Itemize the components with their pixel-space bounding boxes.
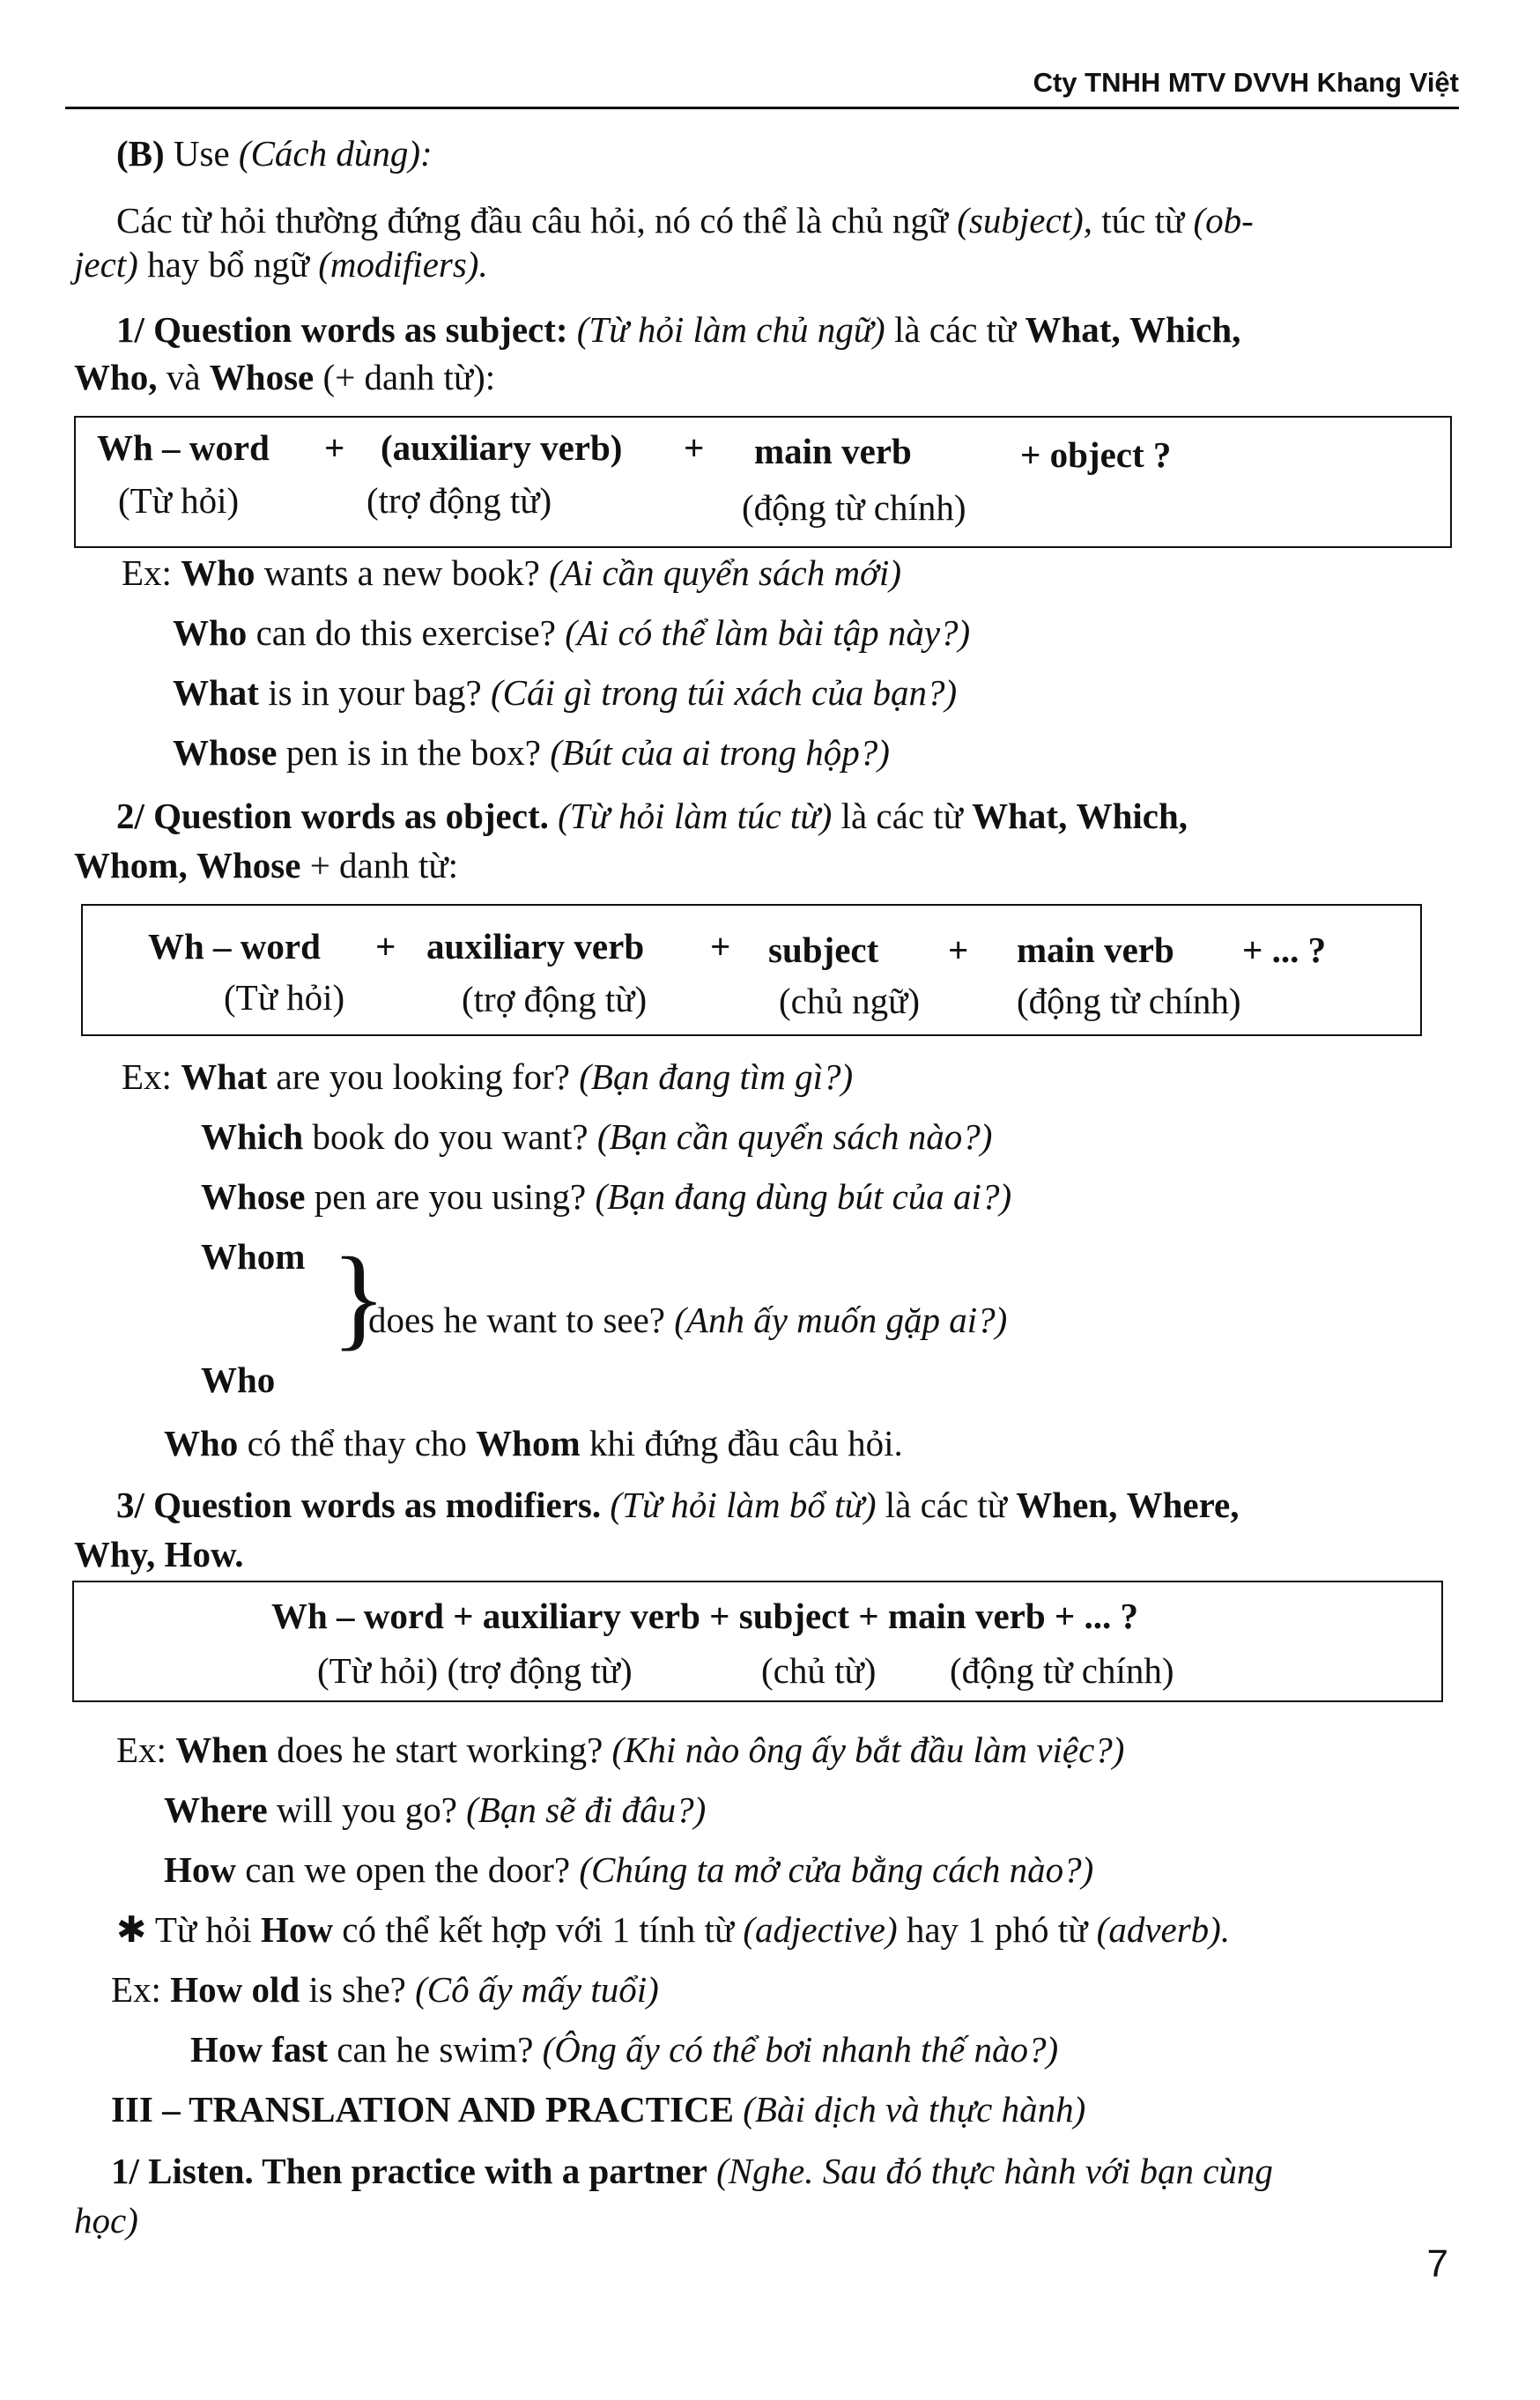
word-when: When, bbox=[1016, 1485, 1118, 1525]
section-b-paragraph-line2 bbox=[74, 243, 488, 285]
part1-heading: 1/ Question words as subject: bbox=[116, 309, 568, 350]
text: có thể kết hợp với 1 tính từ bbox=[342, 1909, 735, 1950]
example-translation: (Bạn đang dùng bút của ai?) bbox=[595, 1176, 1012, 1217]
example-text: is in your bag? bbox=[268, 672, 482, 713]
part2-note bbox=[164, 1422, 903, 1464]
text: + danh từ: bbox=[309, 845, 459, 885]
word-how: How bbox=[261, 1909, 334, 1950]
text: hay bổ ngữ bbox=[147, 244, 310, 285]
example-text: wants a new book? bbox=[263, 552, 540, 593]
curly-brace-icon: } bbox=[331, 1234, 387, 1361]
page-number: 7 bbox=[1426, 2242, 1448, 2285]
word-whom: Whom, bbox=[74, 845, 188, 885]
part3-note bbox=[116, 1908, 1230, 1951]
formula-main-verb: main verb bbox=[754, 431, 912, 471]
example-translation: (Cô ấy mấy tuổi) bbox=[415, 1969, 659, 2010]
section-b-paragraph-line1 bbox=[116, 199, 1254, 241]
example-translation: (Ông ấy có thể bơi nhanh thế nào?) bbox=[542, 2029, 1059, 2070]
part3-example2-1 bbox=[111, 1968, 659, 2011]
publisher-header: Cty TNHH MTV DVVH Khang Việt bbox=[1033, 67, 1459, 98]
part3-example-1 bbox=[116, 1729, 1124, 1771]
part3-heading-line1 bbox=[116, 1484, 1240, 1526]
formula-plus: + bbox=[948, 930, 969, 970]
section-iii-item1-line2: học) bbox=[74, 2200, 138, 2241]
gloss-dong-tu-chinh: (động từ chính) bbox=[1017, 981, 1241, 1021]
text: có thể thay cho bbox=[247, 1423, 467, 1463]
formula-row: Wh – word + auxiliary verb + subject + main verb + ... ? bbox=[271, 1596, 1139, 1636]
term-subject: (subject), bbox=[957, 200, 1092, 241]
example-translation: (Chúng ta mở cửa bằng cách nào?) bbox=[579, 1849, 1094, 1890]
example-text: can he swim? bbox=[337, 2029, 534, 2070]
formula-ellipsis: + ... ? bbox=[1242, 930, 1327, 970]
formula-box-object bbox=[81, 904, 1422, 1036]
section-b-label: (B) bbox=[116, 133, 165, 174]
item1-translation: (Nghe. Sau đó thực hành với bạn cùng bbox=[716, 2151, 1273, 2191]
part1-example-3 bbox=[173, 671, 957, 714]
section-iii-title: III – TRANSLATION AND PRACTICE bbox=[111, 2089, 735, 2130]
part1-heading-line2 bbox=[74, 356, 495, 398]
text: khi đứng đầu câu hỏi. bbox=[589, 1423, 903, 1463]
part3-example-2 bbox=[164, 1789, 706, 1831]
gloss-tu-hoi: (Từ hỏi) bbox=[224, 977, 345, 1018]
word-whose: Whose bbox=[209, 357, 315, 397]
part2-heading-line1 bbox=[116, 795, 1188, 837]
example-translation: (Khi nào ông ấy bắt đầu làm việc?) bbox=[611, 1730, 1125, 1770]
example-text: does he want to see? bbox=[368, 1300, 665, 1340]
part3-heading-line2 bbox=[74, 1533, 244, 1575]
example-question-word: How old bbox=[170, 1969, 300, 2010]
example-translation: (Bút của ai trong hộp?) bbox=[550, 732, 890, 773]
example-question-word: When bbox=[175, 1730, 268, 1770]
brace-word-whom: Whom bbox=[201, 1236, 306, 1277]
term-object-start: (ob- bbox=[1193, 200, 1254, 241]
example-text: is she? bbox=[308, 1969, 406, 2010]
example-translation: (Anh ấy muốn gặp ai?) bbox=[674, 1300, 1008, 1340]
gloss-tu-hoi: (Từ hỏi) bbox=[118, 480, 240, 521]
part2-heading-line2 bbox=[74, 844, 458, 886]
word-which: Which, bbox=[1076, 796, 1188, 836]
term-adverb: (adverb). bbox=[1096, 1909, 1231, 1950]
formula-box-subject bbox=[74, 416, 1452, 548]
item1-text: 1/ Listen. Then practice with a partner bbox=[111, 2151, 707, 2191]
part1-example-1 bbox=[122, 552, 901, 594]
word-whom: Whom bbox=[476, 1423, 581, 1463]
text: (+ danh từ): bbox=[322, 357, 496, 397]
example-question-word: Whose bbox=[173, 732, 278, 773]
word-whose: Whose bbox=[196, 845, 301, 885]
ex-label: Ex: bbox=[111, 1969, 161, 2010]
example-question-word: Who bbox=[181, 552, 255, 593]
example-question-word: Who bbox=[173, 612, 248, 653]
section-iii-title-vi: (Bài dịch và thực hành) bbox=[743, 2089, 1086, 2130]
example-question-word: What bbox=[173, 672, 259, 713]
section-iii-heading bbox=[111, 2088, 1085, 2130]
formula-plus: + bbox=[375, 926, 396, 967]
gloss-chu-ngu: (chủ ngữ) bbox=[779, 981, 920, 1021]
example-text: book do you want? bbox=[312, 1116, 589, 1157]
part2-heading: 2/ Question words as object. bbox=[116, 796, 549, 836]
part3-example2-2 bbox=[190, 2028, 1058, 2070]
example-translation: (Cái gì trong túi xách của bạn?) bbox=[491, 672, 958, 713]
text: là các từ bbox=[840, 796, 963, 836]
section-b-use-vi: (Cách dùng): bbox=[238, 133, 433, 174]
word-who: Who, bbox=[74, 357, 158, 397]
part3-heading-vi: (Từ hỏi làm bổ từ) bbox=[610, 1485, 877, 1525]
example-translation: (Bạn đang tìm gì?) bbox=[579, 1056, 854, 1097]
example-text: can we open the door? bbox=[245, 1849, 571, 1890]
asterisk-icon: ✱ bbox=[116, 1909, 147, 1950]
formula-plus: + bbox=[710, 926, 731, 967]
part3-example-3 bbox=[164, 1848, 1093, 1891]
part1-heading-line1 bbox=[116, 308, 1240, 351]
text: hay 1 phó từ bbox=[906, 1909, 1088, 1950]
part1-example-4 bbox=[173, 731, 890, 774]
gloss-dong-tu-chinh: (động từ chính) bbox=[742, 487, 966, 528]
gloss-tro-dong-tu: (trợ động từ) bbox=[366, 480, 552, 521]
brace-example bbox=[368, 1299, 1007, 1341]
word-what: What, bbox=[972, 796, 1068, 836]
part2-example-3 bbox=[201, 1175, 1011, 1218]
gloss-tro-dong-tu: (trợ động từ) bbox=[462, 979, 648, 1019]
text: là các từ bbox=[893, 309, 1017, 350]
example-translation: (Bạn sẽ đi đâu?) bbox=[466, 1789, 707, 1830]
part3-heading: 3/ Question words as modifiers. bbox=[116, 1485, 602, 1525]
formula-subject: subject bbox=[768, 930, 879, 970]
formula-wh-word: Wh – word bbox=[148, 926, 321, 967]
word-who: Who bbox=[164, 1423, 239, 1463]
text: là các từ bbox=[885, 1485, 1008, 1525]
part2-example-1 bbox=[122, 1056, 853, 1098]
ex-label: Ex: bbox=[122, 1056, 172, 1097]
example-translation: (Ai cần quyển sách mới) bbox=[549, 552, 901, 593]
example-translation: (Bạn cần quyển sách nào?) bbox=[596, 1116, 993, 1157]
word-what: What, bbox=[1025, 309, 1121, 350]
term-modifiers: (modifiers). bbox=[318, 244, 488, 285]
term-object-end: ject) bbox=[74, 244, 138, 285]
text: Từ hỏi bbox=[154, 1909, 252, 1950]
ex-label: Ex: bbox=[116, 1730, 167, 1770]
section-b-title bbox=[116, 132, 433, 174]
example-text: are you looking for? bbox=[276, 1056, 570, 1097]
example-question-word: How bbox=[164, 1849, 236, 1890]
example-translation: (Ai có thể làm bài tập này?) bbox=[565, 612, 971, 653]
formula-object: + object ? bbox=[1020, 434, 1172, 475]
term-adjective: (adjective) bbox=[743, 1909, 898, 1950]
word-how: How. bbox=[164, 1534, 244, 1574]
formula-auxiliary-verb: (auxiliary verb) bbox=[381, 427, 623, 468]
text: Các từ hỏi thường đứng đầu câu hỏi, nó có thể là chủ ngữ bbox=[116, 200, 949, 241]
section-b-use: Use bbox=[173, 133, 230, 174]
formula-plus: + bbox=[684, 427, 705, 468]
header-rule bbox=[65, 107, 1459, 109]
formula-plus: + bbox=[324, 427, 345, 468]
part2-heading-vi: (Từ hỏi làm túc từ) bbox=[558, 796, 833, 836]
example-question-word: Which bbox=[201, 1116, 304, 1157]
example-text: does he start working? bbox=[277, 1730, 603, 1770]
example-question-word: What bbox=[181, 1056, 268, 1097]
example-question-word: How fast bbox=[190, 2029, 329, 2070]
example-text: pen are you using? bbox=[314, 1176, 587, 1217]
example-question-word: Whose bbox=[201, 1176, 306, 1217]
example-text: pen is in the box? bbox=[285, 732, 541, 773]
part1-example-2 bbox=[173, 611, 970, 654]
formula-box-modifiers bbox=[72, 1581, 1443, 1702]
part1-heading-vi: (Từ hỏi làm chủ ngữ) bbox=[576, 309, 885, 350]
word-which: Which, bbox=[1129, 309, 1241, 350]
word-where: Where, bbox=[1126, 1485, 1240, 1525]
example-text: can do this exercise? bbox=[255, 612, 556, 653]
example-question-word: Where bbox=[164, 1789, 268, 1830]
text: túc từ bbox=[1101, 200, 1185, 241]
example-text: will you go? bbox=[276, 1789, 457, 1830]
formula-auxiliary-verb: auxiliary verb bbox=[426, 926, 645, 967]
ex-label: Ex: bbox=[122, 552, 172, 593]
formula-wh-word: Wh – word bbox=[97, 427, 270, 468]
part2-example-2 bbox=[201, 1115, 992, 1158]
text: và bbox=[166, 357, 201, 397]
brace-word-who: Who bbox=[201, 1359, 276, 1400]
gloss-dong-tu-chinh: (động từ chính) bbox=[950, 1650, 1174, 1691]
gloss-tu-hoi-tro-dong-tu: (Từ hỏi) (trợ động từ) bbox=[317, 1650, 633, 1691]
gloss-chu-tu: (chủ từ) bbox=[761, 1650, 877, 1691]
section-iii-item1-line1 bbox=[111, 2150, 1273, 2192]
word-why: Why, bbox=[74, 1534, 156, 1574]
formula-main-verb: main verb bbox=[1017, 930, 1174, 970]
